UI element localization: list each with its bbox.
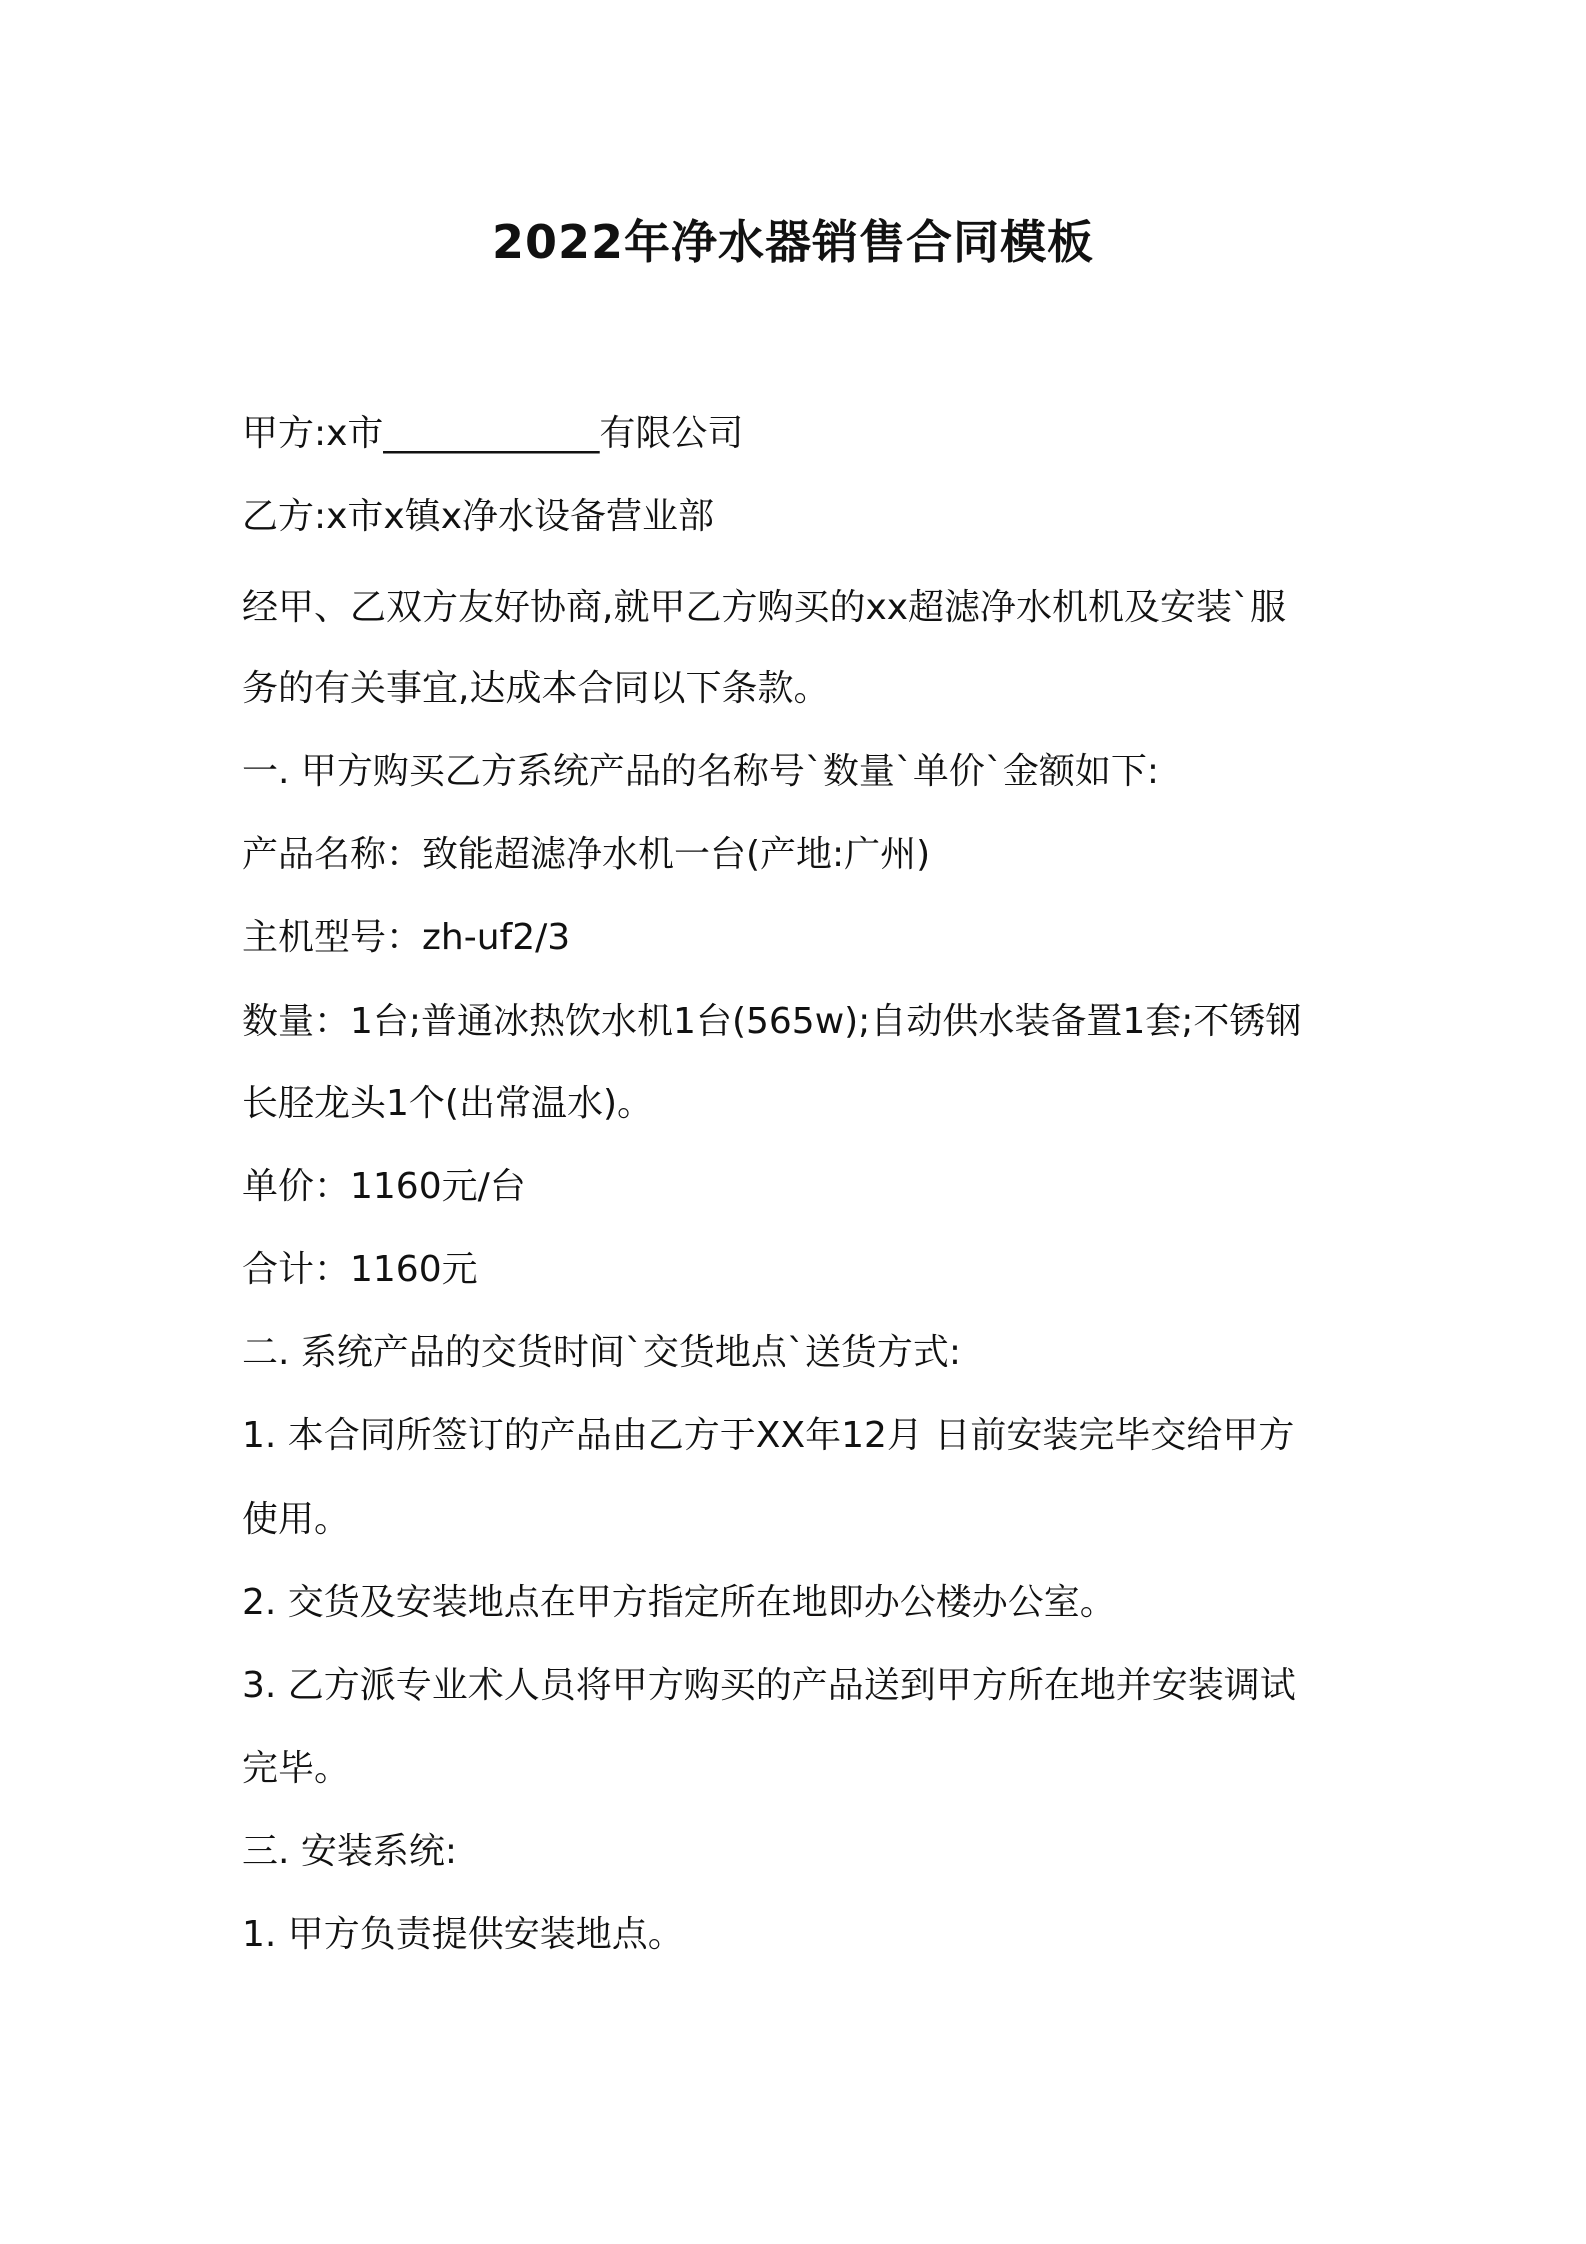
quantity-line-1: 数量：1台;普通冰热饮水机1台(565w);自动供水装备置1套;不锈钢 <box>242 1001 1302 1042</box>
intro-paragraph-line-1: 经甲、乙双方友好协商,就甲乙方购买的xx超滤净水机机及安装`服 <box>242 587 1287 628</box>
party-a-line: 甲方:x市____________有限公司 <box>242 413 744 454</box>
quantity-line-2: 长胫龙头1个(出常温水)。 <box>242 1083 653 1124</box>
total-line: 合计：1160元 <box>242 1249 478 1290</box>
section-1-heading: 一. 甲方购买乙方系统产品的名称号`数量`单价`金额如下: <box>242 751 1160 792</box>
section-2-item-1-line-1: 1. 本合同所签订的产品由乙方于XX年12月 日前安装完毕交给甲方 <box>242 1415 1295 1456</box>
section-2-item-1-line-2: 使用。 <box>242 1499 351 1540</box>
section-2-item-3-line-2: 完毕。 <box>242 1748 351 1789</box>
section-3-heading: 三. 安装系统: <box>242 1831 458 1872</box>
party-b-line: 乙方:x市x镇x净水设备营业部 <box>242 496 715 537</box>
section-3-item-1: 1. 甲方负责提供安装地点。 <box>242 1914 684 1955</box>
product-name-line: 产品名称：致能超滤净水机一台(产地:广州) <box>242 834 931 875</box>
unit-price-line: 单价：1160元/台 <box>242 1166 526 1207</box>
section-2-item-3-line-1: 3. 乙方派专业术人员将甲方购买的产品送到甲方所在地并安装调试 <box>242 1665 1296 1706</box>
section-2-item-2: 2. 交货及安装地点在甲方指定所在地即办公楼办公室。 <box>242 1582 1116 1623</box>
section-2-heading: 二. 系统产品的交货时间`交货地点`送货方式: <box>242 1332 962 1373</box>
intro-paragraph-line-2: 务的有关事宜,达成本合同以下条款。 <box>242 668 830 709</box>
model-number-line: 主机型号：zh-uf2/3 <box>242 917 571 958</box>
document-title: 2022年净水器销售合同模板 <box>491 215 1095 269</box>
